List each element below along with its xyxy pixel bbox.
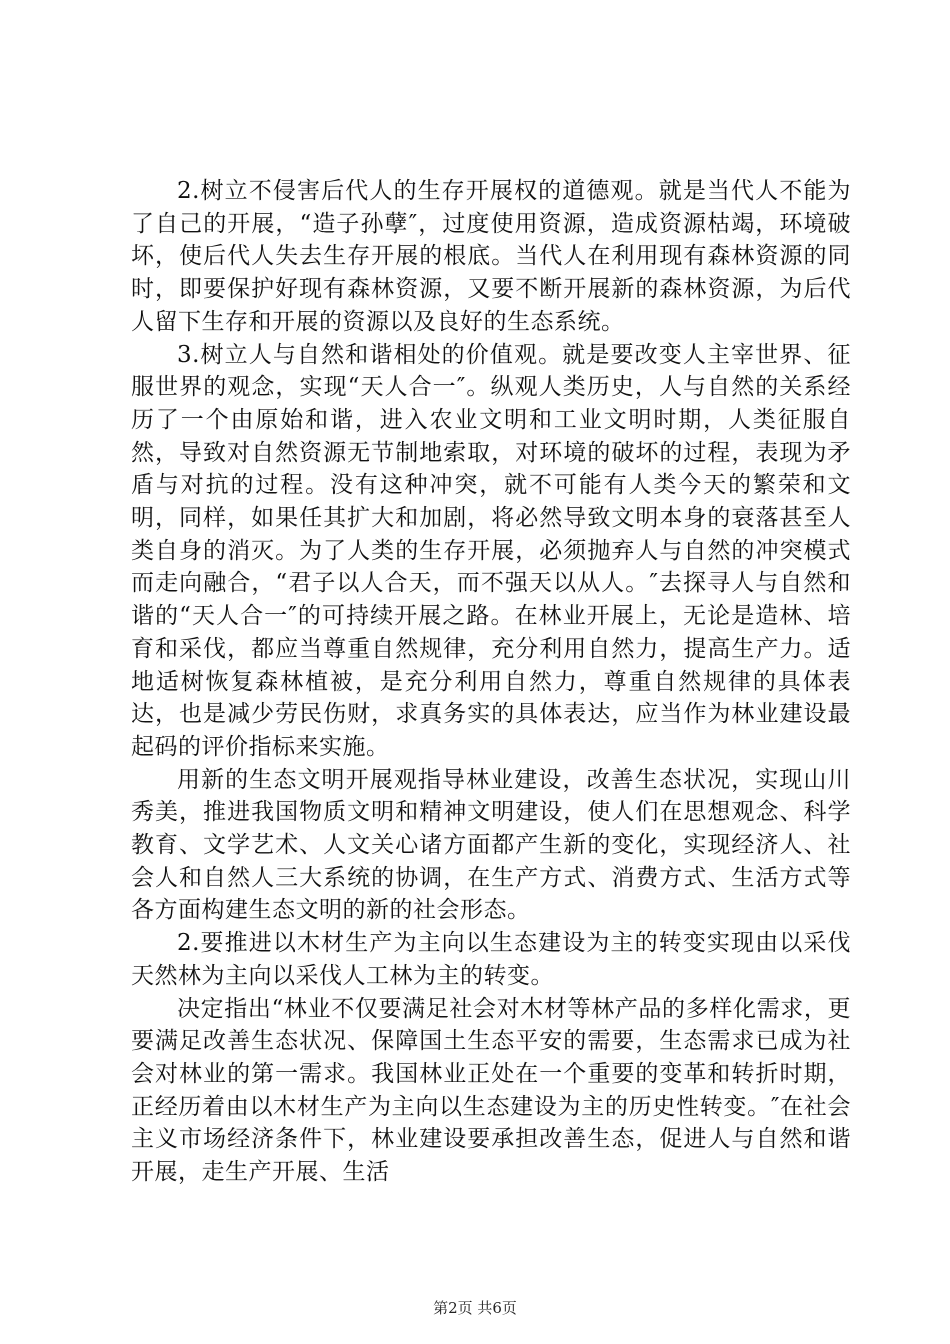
page-number-footer: 第2页 共6页 (433, 1299, 517, 1317)
document-body (131, 175, 851, 1189)
paragraph-transformation-heading: 2.要推进以木材生产为主向以生态建设为主的转变实现由以采伐天然林为主向以采伐人工林为主的转变。 (131, 930, 851, 989)
paragraph-decision-quote: 决定指出“林业不仅要满足社会对木材等林产品的多样化需求，更要满足改善生态状况、保障国土生态平安的需要，生态需求已成为社会对林业的第一需求。我国林业正处在一个重要的变革和转折时期，正经历着由以木材生产为主向以生态建设为主的历史性转变。″在社会主义市场经济条件下，林业建设要承担改善生态，促进人与自然和谐开展，走生产开展、生活 (131, 995, 851, 1186)
paragraph-3-value-view: 3.树立人与自然和谐相处的价值观。就是要改变人主宰世界、征服世界的观念，实现“天人合一″。纵观人类历史，人与自然的关系经历了一个由原始和谐，进入农业文明和工业文明时期，人类征服自然，导致对自然资源无节制地索取，对环境的破坏的过程，表现为矛盾与对抗的过程。没有这种冲突，就不可能有人类今天的繁荣和文明，同样，如果任其扩大和加剧，将必然导致文明本身的衰落甚至人类自身的消灭。为了人类的生存开展，必须抛弃人与自然的冲突模式而走向融合，“君子以人合天，而不强天以从人。″去探寻人与自然和谐的“天人合一″的可持续开展之路。在林业开展上，无论是造林、培育和采伐，都应当尊重自然规律，充分利用自然力，提高生产力。适地适树恢复森林植被，是充分利用自然力，尊重自然规律的具体表达，也是减少劳民伤财，求真务实的具体表达，应当作为林业建设最起码的评价指标来实施。 (131, 341, 851, 760)
paragraph-ecological-civilization: 用新的生态文明开展观指导林业建设，改善生态状况，实现山川秀美，推进我国物质文明和精神文明建设，使人们在思想观念、科学教育、文学艺术、人文关心诸方面都产生新的变化，实现经济人、社会人和自然人三大系统的协调，在生产方式、消费方式、生活方式等各方面构建生态文明的新的社会形态。 (131, 766, 851, 924)
paragraph-2-moral-view: 2.树立不侵害后代人的生存开展权的道德观。就是当代人不能为了自己的开展，“造子孙孽″，过度使用资源，造成资源枯竭，环境破坏，使后代人失去生存开展的根底。当代人在利用现有森林资源的同时，即要保护好现有森林资源，又要不断开展新的森林资源，为后代人留下生存和开展的资源以及良好的生态系统。 (131, 178, 851, 335)
